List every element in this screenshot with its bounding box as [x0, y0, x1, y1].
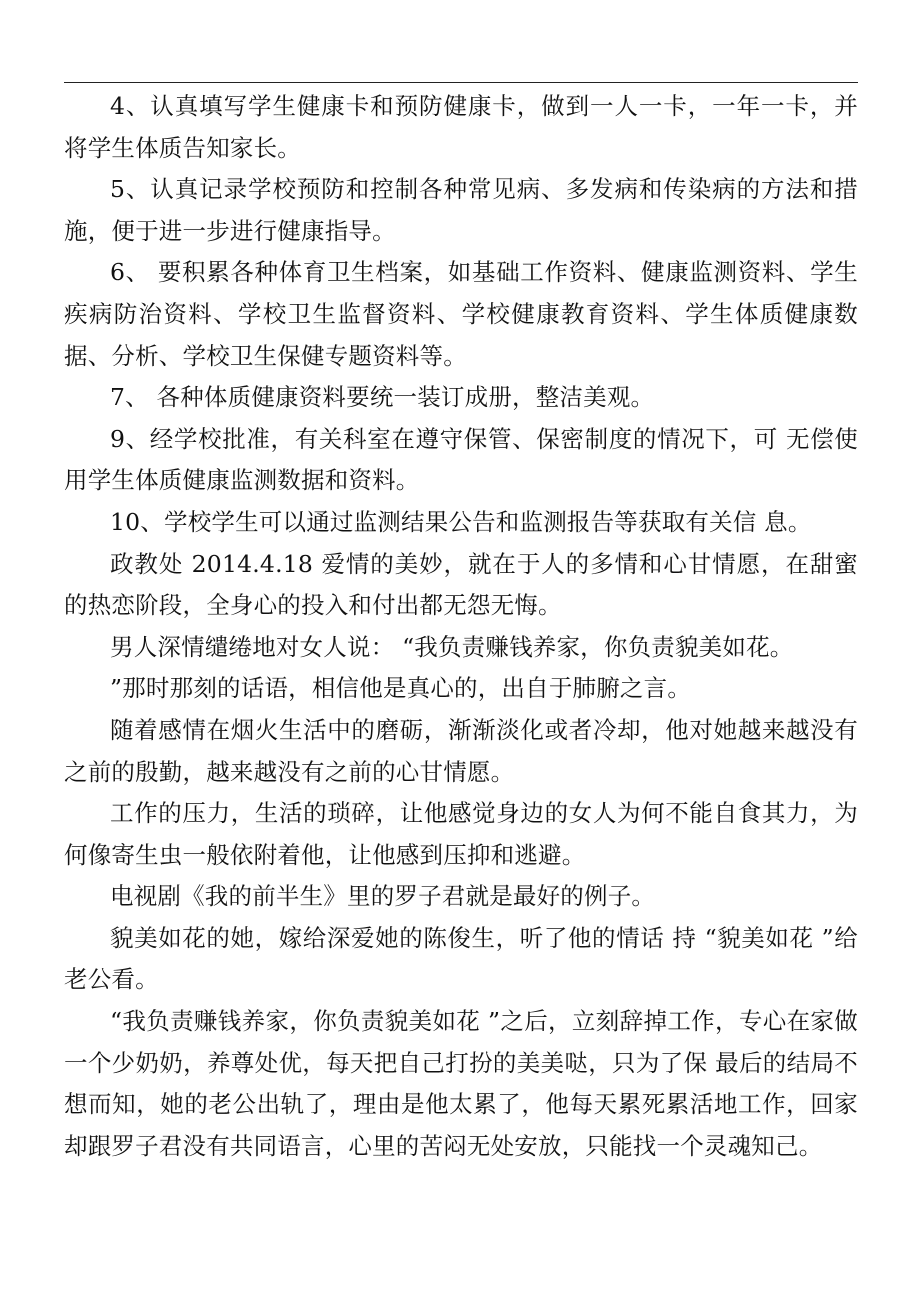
paragraph-work-pressure: 工作的压力，生活的琐碎，让他感觉身边的女人为何不能自食其力，为何像寄生虫一般依附着他，让他感到压抑和逃避。 — [64, 799, 858, 869]
paragraph-outcome: “我负责赚钱养家，你负责貌美如花 ”之后，立刻辞掉工作，专心在家做一个少奶奶，养尊处优，每天把自己打扮的美美哒，只为了保 最后的结局不想而知，她的老公出轨了，理由是他太累了，他每天累死累活地工作，回家却跟罗子君没有共同语言，心里的苦闷无处安放，只能找一个灵魂知己。 — [64, 1007, 858, 1160]
paragraph-beautiful-wife: 貌美如花的她，嫁给深爱她的陈俊生，听了他的情话 持 “貌美如花 ”给老公看。 — [64, 923, 858, 994]
paragraph-feelings-fade: 随着感情在烟火生活中的磨砺，渐渐淡化或者冷却，他对她越来越没有之前的殷勤，越来越没有之前的心甘情愿。 — [64, 715, 858, 786]
paragraph-love-intro: 政教处 2014.4.18 爱情的美妙，就在于人的多情和心甘情愿，在甜蜜的热恋阶段，全身心的投入和付出都无怨无悔。 — [64, 549, 858, 620]
document-body — [64, 86, 858, 1167]
paragraph-item-5: 5、认真记录学校预防和控制各种常见病、多发病和传染病的方法和措施，便于进一步进行健康指导。 — [64, 175, 858, 245]
paragraph-item-10: 10、学校学生可以通过监测结果公告和监测报告等获取有关信 息。 — [110, 507, 812, 536]
paragraph-tv-drama: 电视剧《我的前半生》里的罗子君就是最好的例子。 — [110, 882, 656, 911]
paragraph-item-6: 6、 要积累各种体育卫生档案，如基础工作资料、健康监测资料、学生疾病防治资料、学校卫生监督资料、学校健康教育资料、学生体质健康数据、分析、学校卫生保健专题资料等。 — [64, 258, 858, 370]
paragraph-man-says: 男人深情缱绻地对女人说： “我负责赚钱养家，你负责貌美如花。 — [110, 632, 794, 661]
paragraph-item-4: 4、认真填写学生健康卡和预防健康卡，做到一人一卡，一年一卡，并将学生体质告知家长。 — [64, 92, 858, 162]
header-rule — [64, 82, 858, 83]
document-page — [64, 0, 858, 1302]
paragraph-item-9: 9、经学校批准，有关科室在遵守保管、保密制度的情况下，可 无偿使用学生体质健康监测数据和资料。 — [64, 424, 858, 495]
paragraph-sincere-words: ”那时那刻的话语，相信他是真心的，出自于肺腑之言。 — [110, 674, 692, 703]
paragraph-item-7: 7、 各种体质健康资料要统一装订成册，整洁美观。 — [110, 383, 655, 412]
